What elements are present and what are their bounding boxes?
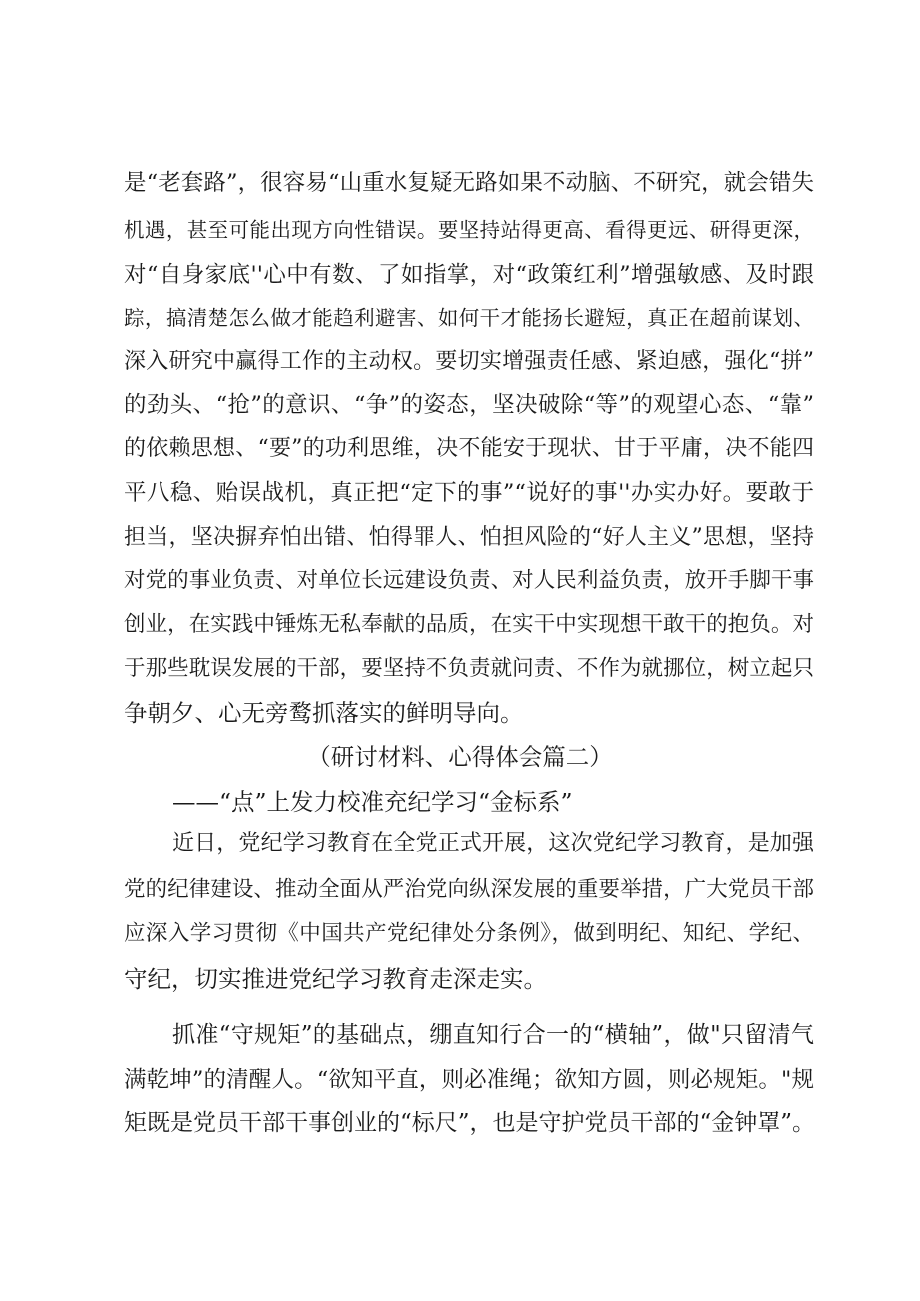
section-heading: （研讨材料、心得体会篇二） xyxy=(307,743,613,771)
text-line: 守纪，切实推进党纪学习教育走深走实。 xyxy=(124,965,547,993)
text-line: 机遇，甚至可能出现方向性错误。要坚持站得更高、看得更远、研得更深， xyxy=(124,218,814,242)
text-line: 是“老套路”，很容易“山重水复疑无路如果不动脑、不研究，就会错失 xyxy=(124,170,814,196)
text-line: 应深入学习贯彻《中国共产党纪律处分条例》，做到明纪、知纪、学纪、 xyxy=(124,921,814,946)
text-line: 踪，搞清楚怎么做才能趋利避害、如何干才能扬长避短，真正在超前谋划、 xyxy=(124,306,814,330)
text-line: 平八稳、贻误战机，真正把“定下的事”“说好的事''办实办好。要敢于 xyxy=(124,480,814,506)
text-line: 创业，在实践中锤炼无私奉献的品质，在实干中实现想干敢干的抱负。对 xyxy=(124,612,814,637)
text-line: 争朝夕、心无旁鹜抓落实的鲜明导向。 xyxy=(124,699,524,727)
section-subtitle: ——“点”上发力校准充纪学习“金标系” xyxy=(172,788,573,816)
text-line: 满乾坤”的清醒人。“欲知平直，则必准绳；欲知方圆，则必规矩。"规 xyxy=(124,1067,814,1093)
text-line: 党的纪律建设、推动全面从严治党向纵深发展的重要举措，广大党员干部 xyxy=(124,877,814,902)
text-line: 对“自身家底''心中有数、了如指掌，对“政策红利”增强敏感、及时跟 xyxy=(124,262,814,288)
text-line: 对党的事业负责、对单位长远建设负责、对人民利益负责，放开手脚干事 xyxy=(124,568,814,593)
text-line: 近日，党纪学习教育在全党正式开展，这次党纪学习教育，是加强 xyxy=(172,831,814,856)
text-line: 深入研究中赢得工作的主动权。要切实增强责任感、紧迫感，强化“拼” xyxy=(124,349,814,374)
text-line: 于那些耽误发展的干部，要坚持不负责就问责、不作为就挪位，树立起只 xyxy=(124,656,814,681)
text-line: 的劲头、“抢”的意识、“争”的姿态，坚决破除“等”的观望心态、“靠” xyxy=(124,392,814,418)
text-line: 的依赖思想、“要”的功利思维，决不能安于现状、甘于平庸，决不能四 xyxy=(124,436,814,461)
text-line: 抓准“守规矩”的基础点，绷直知行合一的“横轴”，做"只留清气 xyxy=(172,1022,814,1048)
text-line: 担当，坚决摒弃怕出错、怕得罪人、怕担风险的“好人主义”思想，坚持 xyxy=(124,525,814,550)
text-line: 矩既是党员干部干事创业的“标尺”，也是守护党员干部的“金钟罩”。 xyxy=(124,1110,816,1136)
